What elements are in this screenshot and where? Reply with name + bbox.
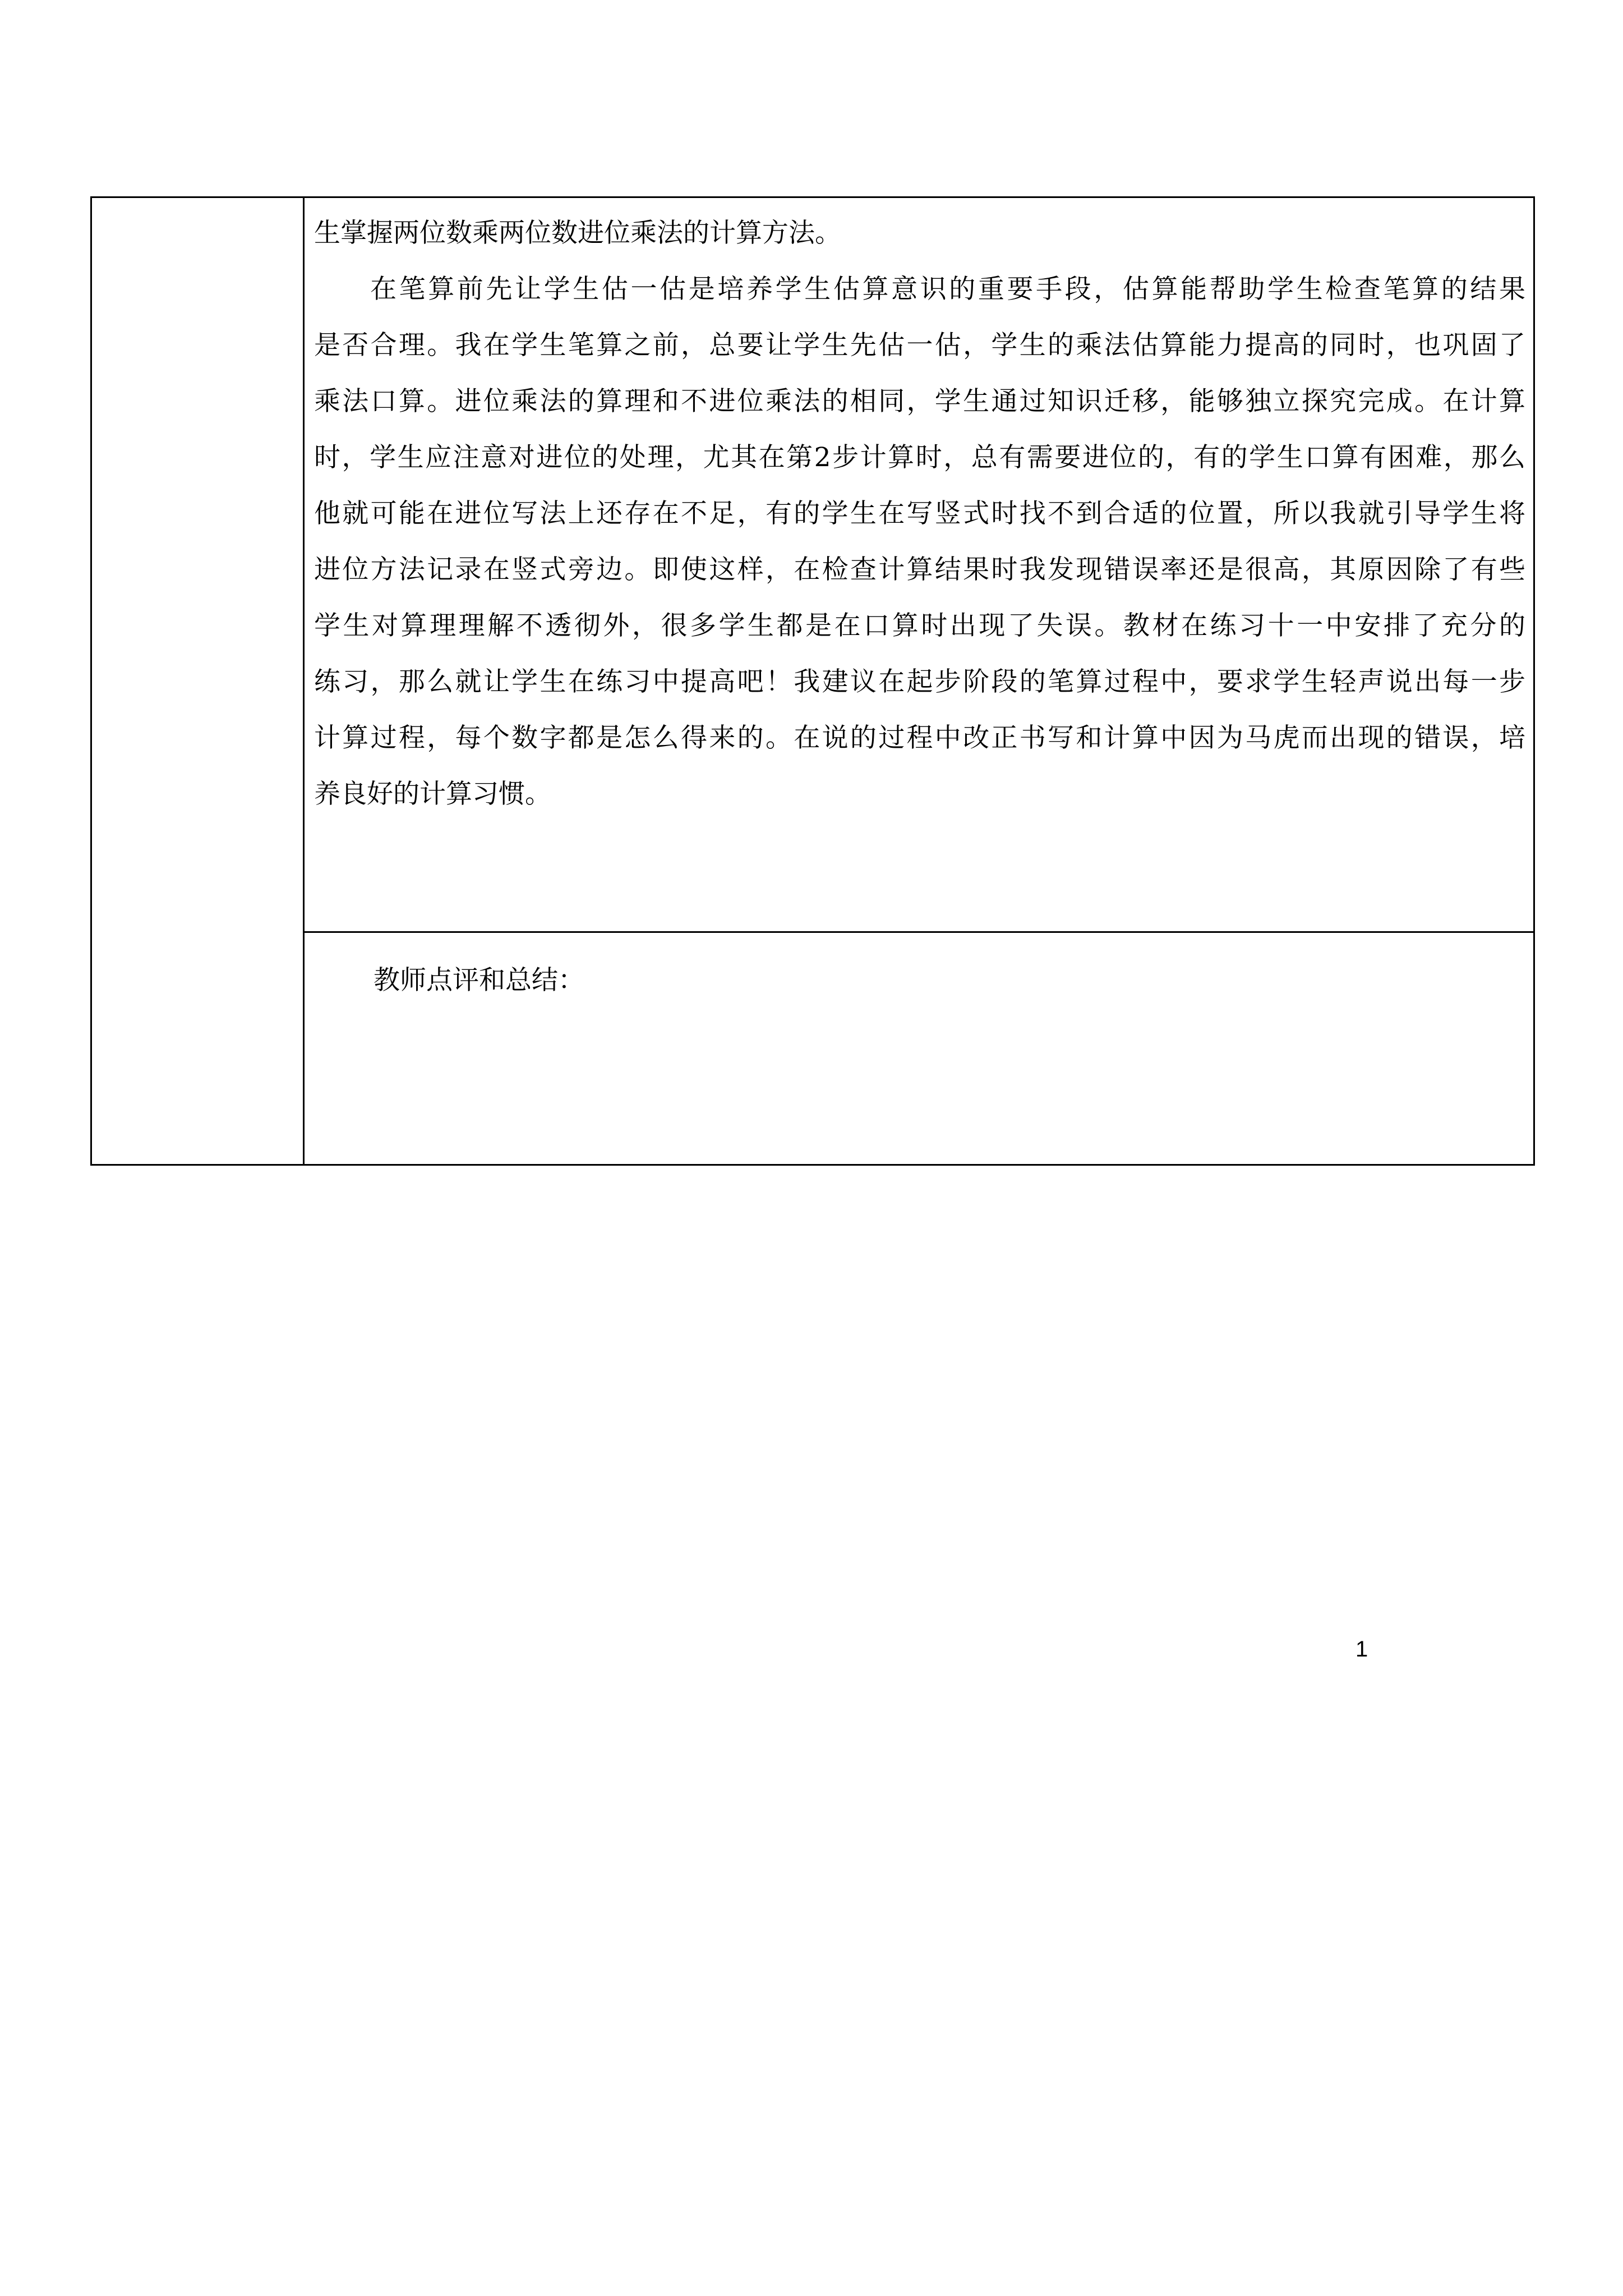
table-left-column [92, 198, 305, 1164]
reflection-line: 他就可能在进位写法上还存在不足，有的学生在写竖式时找不到合适的位置，所以我就引导学生将 [314, 498, 1525, 529]
page-number: 1 [1355, 1637, 1368, 1662]
reflection-line: 在笔算前先让学生估一估是培养学生估算意识的重要手段，估算能帮助学生检查笔算的结果 [370, 274, 1525, 305]
reflection-line: 练习，那么就让学生在练习中提高吧！我建议在起步阶段的笔算过程中，要求学生轻声说出每一步 [314, 666, 1525, 697]
reflection-line: 学生对算理理解不透彻外，很多学生都是在口算时出现了失误。教材在练习十一中安排了充分的 [314, 610, 1525, 641]
teacher-review-label: 教师点评和总结： [374, 965, 584, 996]
reflection-cell [305, 198, 1533, 933]
reflection-line: 计算过程，每个数字都是怎么得来的。在说的过程中改正书写和计算中因为马虎而出现的错误，培 [314, 723, 1525, 753]
reflection-line: 时，学生应注意对进位的处理，尤其在第2步计算时，总有需要进位的，有的学生口算有困难，那么 [314, 442, 1525, 473]
reflection-line: 进位方法记录在竖式旁边。即使这样，在检查计算结果时我发现错误率还是很高，其原因除了有些 [314, 554, 1525, 585]
reflection-line: 乘法口算。进位乘法的算理和不进位乘法的相同，学生通过知识迁移，能够独立探究完成。在计算 [314, 386, 1525, 417]
reflection-line: 是否合理。我在学生笔算之前，总要让学生先估一估，学生的乘法估算能力提高的同时，也巩固了 [314, 330, 1525, 361]
teacher-review-cell [305, 933, 1533, 1164]
reflection-line: 养良好的计算习惯。 [314, 779, 551, 809]
lesson-table [90, 196, 1535, 1166]
reflection-line: 生掌握两位数乘两位数进位乘法的计算方法。 [314, 218, 841, 249]
